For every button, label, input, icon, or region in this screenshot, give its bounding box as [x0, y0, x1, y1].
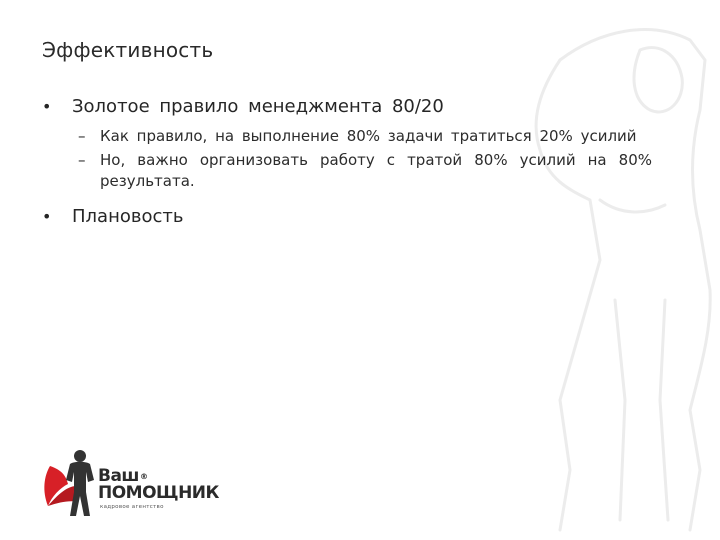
bullet-item: [42, 96, 652, 118]
sub-bullet-text: Но, важно организовать работу с тратой 80% усилий на 80% результата.: [100, 151, 652, 190]
bullet-dot-icon: •: [42, 207, 52, 226]
bullet-text: Золотое правило менеджмента 80/20: [72, 96, 444, 117]
bullet-text: Плановость: [72, 206, 184, 227]
logo-brand-line1: Ваш®: [98, 466, 148, 486]
bullet-item: [42, 206, 652, 228]
sub-bullet-item: [42, 150, 652, 192]
dash-icon: –: [78, 151, 86, 169]
sub-bullet-text: Как правило, на выполнение 80% задачи тратиться 20% усилий: [100, 127, 637, 145]
logo-brand-line2: ПОМОЩНИК: [98, 483, 219, 503]
sub-bullet-list: [42, 126, 652, 192]
logo-tagline: кадровое агентство: [100, 504, 164, 510]
dash-icon: –: [78, 127, 86, 145]
bullet-list: [42, 96, 652, 228]
sub-bullet-item: [42, 126, 652, 147]
slide-title: Эффективность: [42, 38, 214, 62]
bullet-dot-icon: •: [42, 97, 52, 116]
